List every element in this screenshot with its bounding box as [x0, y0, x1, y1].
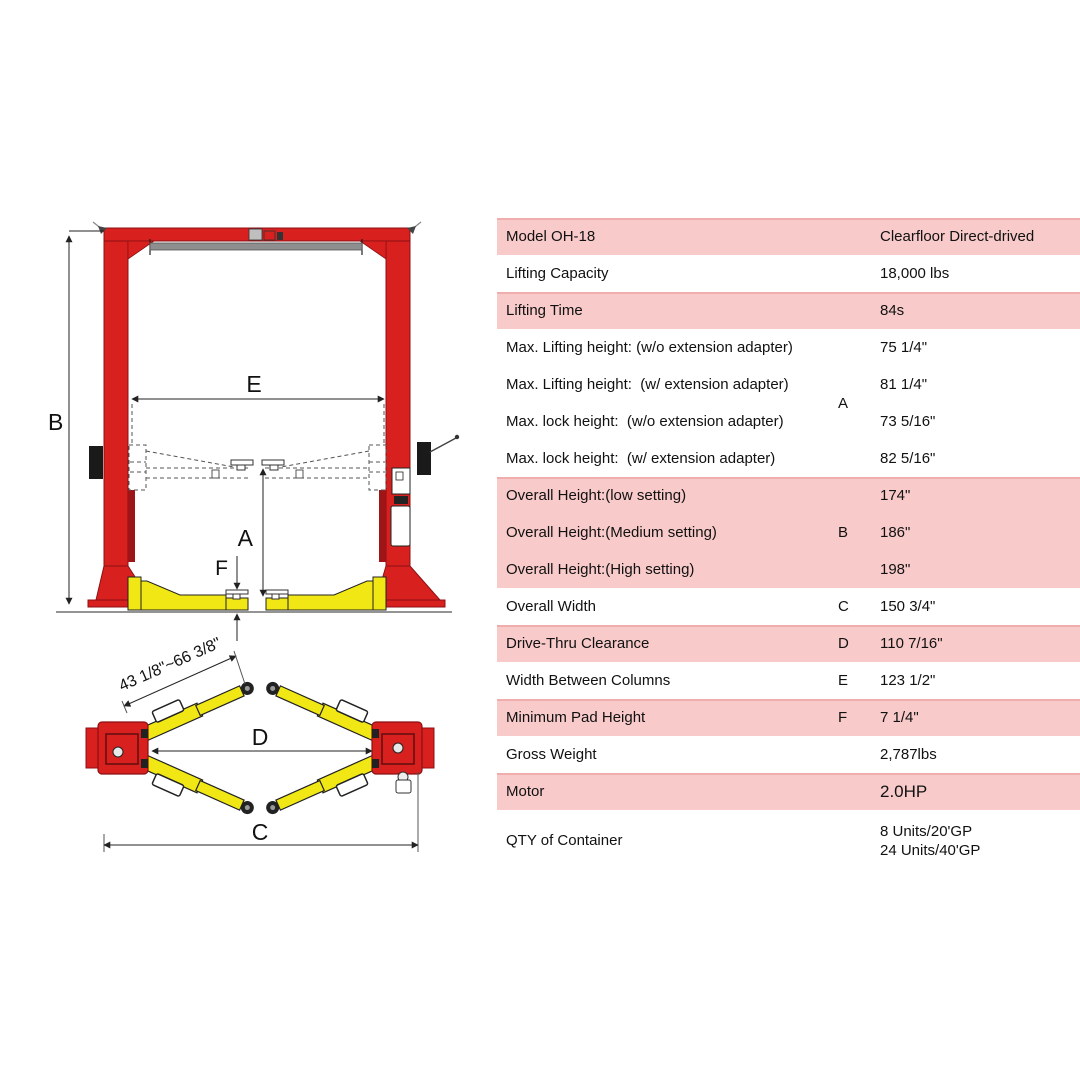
spec-label: Lifting Capacity — [506, 265, 609, 282]
spec-label: Gross Weight — [506, 746, 597, 763]
spec-label: Max. lock height: (w/o extension adapter) — [506, 413, 784, 430]
power-unit — [391, 468, 410, 546]
spec-value: 75 1/4" — [880, 339, 928, 356]
spec-label: Width Between Columns — [506, 672, 671, 689]
arm-range-label: 43 1/8"~66 3/8" — [116, 634, 224, 695]
spec-label: Motor — [506, 783, 545, 800]
spec-row-qty-container — [497, 810, 1080, 871]
dimension-letter-b: B — [838, 524, 849, 541]
raised-arm-left — [129, 445, 250, 490]
spec-row-max-lift-wo — [497, 329, 1080, 366]
spec-label: Overall Height:(High setting) — [506, 561, 695, 578]
spec-row-lifting-capacity — [497, 255, 1080, 292]
dimension-letter-a: A — [838, 394, 849, 412]
trolley — [249, 229, 262, 240]
dimension-letter-e: E — [838, 672, 849, 689]
qty-line-2: 24 Units/40'GP — [880, 841, 981, 859]
lowered-arm-right — [266, 577, 386, 610]
lift-diagram — [0, 0, 480, 1080]
spec-group-b — [497, 477, 1080, 588]
dimension-d — [152, 724, 372, 751]
spec-row-oh-high — [497, 551, 1080, 588]
dimension-letter-c: C — [251, 819, 269, 845]
spec-label: Max. lock height: (w/ extension adapter) — [506, 450, 776, 467]
dimension-letter-f: F — [838, 709, 848, 726]
left-pulley-block — [89, 446, 103, 479]
spec-value: 186" — [880, 524, 911, 541]
spec-label: Overall Width — [506, 598, 597, 615]
spec-value: 2.0HP — [880, 781, 928, 801]
dimension-letter-f: F — [215, 557, 228, 580]
spec-value — [880, 822, 1080, 860]
qty-line-1: 8 Units/20'GP — [880, 822, 973, 840]
spec-label: Max. Lifting height: (w/o extension adapter) — [506, 339, 793, 356]
spec-row-max-lock-wo — [497, 403, 1080, 440]
spec-value: 123 1/2" — [880, 672, 936, 689]
spec-row-motor — [497, 773, 1080, 810]
spec-value: 2,787lbs — [880, 746, 937, 763]
spec-row-gross-weight — [497, 736, 1080, 773]
spec-value: 18,000 lbs — [880, 265, 950, 282]
spec-label: Max. Lifting height: (w/ extension adapter) — [506, 376, 789, 393]
spec-value: 198" — [880, 561, 911, 578]
spec-row-oh-medium — [497, 514, 1080, 551]
spec-label: Overall Height:(Medium setting) — [506, 524, 717, 541]
dimension-b — [48, 231, 104, 604]
dimension-letter-a: A — [237, 525, 253, 551]
spec-row-overall-width — [497, 588, 1080, 625]
dimension-letter-b: B — [48, 409, 64, 435]
base-left — [86, 722, 148, 774]
spec-value: 150 3/4" — [880, 598, 936, 615]
lowered-arm-left — [128, 577, 248, 610]
dimension-c — [104, 772, 418, 852]
spec-label: QTY of Container — [506, 832, 623, 849]
spec-value: 174" — [880, 487, 911, 504]
spec-label: Model OH-18 — [506, 228, 596, 245]
dimension-letter-d: D — [251, 724, 269, 750]
spec-value: 73 5/16" — [880, 413, 936, 430]
dimension-a — [238, 469, 263, 596]
spec-row-drive-thru — [497, 625, 1080, 662]
spec-row-oh-low — [497, 477, 1080, 514]
dimension-letter-c: C — [838, 598, 849, 615]
spec-row-model — [497, 218, 1080, 255]
top-view — [86, 635, 434, 852]
spec-table — [497, 218, 1080, 871]
spec-label: Drive-Thru Clearance — [506, 635, 650, 652]
spec-label: Overall Height:(low setting) — [506, 487, 687, 504]
dimension-letter-e: E — [246, 371, 262, 397]
spec-value: 81 1/4" — [880, 376, 928, 393]
spec-value: Clearfloor Direct-drived — [880, 228, 1035, 245]
spec-row-lifting-time — [497, 292, 1080, 329]
spec-value: 84s — [880, 302, 905, 319]
spec-row-min-pad-height — [497, 699, 1080, 736]
base-right — [372, 722, 434, 793]
dimension-e — [132, 371, 384, 443]
spec-group-a — [497, 329, 1080, 477]
spec-label: Lifting Time — [506, 302, 583, 319]
left-column — [104, 235, 128, 566]
front-view — [48, 222, 459, 641]
spec-label: Minimum Pad Height — [506, 709, 646, 726]
spec-value: 82 5/16" — [880, 450, 936, 467]
spec-row-max-lock-w — [497, 440, 1080, 477]
spec-value: 7 1/4" — [880, 709, 919, 726]
right-pulley-block — [417, 442, 431, 475]
dimension-letter-d: D — [838, 635, 849, 652]
spec-row-width-between-columns — [497, 662, 1080, 699]
spec-row-max-lift-w — [497, 366, 1080, 403]
spec-value: 110 7/16" — [880, 635, 943, 652]
raised-arm-right — [265, 445, 386, 490]
